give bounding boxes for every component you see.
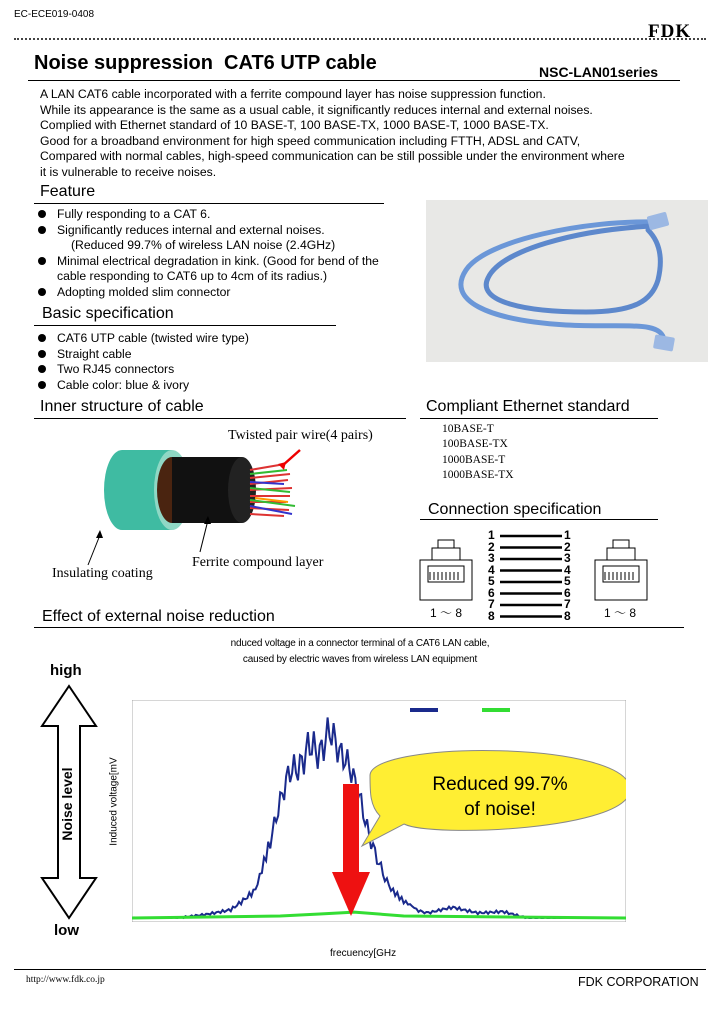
bullet-icon — [38, 257, 46, 265]
noise-level-label: Noise level — [59, 767, 75, 841]
spec-item: Cable color: blue & ivory — [38, 378, 398, 394]
intro-line: Compared with normal cables, high-speed communication can be still possible under the environment where — [40, 149, 625, 164]
blue-cable-image — [426, 200, 708, 362]
feature-rule — [34, 203, 384, 204]
bullet-icon — [38, 381, 46, 389]
rj45-plug-left-icon — [418, 536, 474, 604]
fdk-logo: FDK — [648, 21, 692, 42]
feature-list — [38, 207, 428, 300]
intro-line: Complied with Ethernet standard of 10 BASE-T, 100 BASE-TX, 1000 BASE-T, 1000 BASE-TX. — [40, 118, 549, 133]
intro-line: Good for a broadband environment for high speed communication including FTTH, ADSL and CATV, — [40, 133, 581, 148]
basic-spec-heading: Basic specification — [42, 305, 174, 322]
ethernet-item: 1000BASE-T — [442, 453, 506, 466]
y-axis-label: Induced voltage[mV — [108, 757, 120, 846]
intro-line: While its appearance is the same as a usual cable, it significantly reduces internal and external noises. — [40, 102, 593, 117]
bullet-icon — [38, 288, 46, 296]
basic-spec-list — [38, 331, 398, 393]
cable-cross-section-diagram — [40, 440, 320, 570]
rj45-plug-right-icon — [593, 536, 649, 604]
callout-text: Reduced 99.7% of noise! — [432, 774, 568, 820]
spec-item: Two RJ45 connectors — [38, 362, 398, 378]
pin-left-column: 1 2 3 4 5 6 7 8 — [488, 528, 495, 623]
bullet-icon — [38, 365, 46, 373]
feature-item: Fully responding to a CAT 6. — [38, 207, 428, 223]
plug-left-pin-label: 1 〜 8 — [430, 606, 463, 620]
ethernet-list — [442, 422, 514, 483]
ethernet-heading: Compliant Ethernet standard — [426, 398, 630, 415]
low-label: low — [54, 922, 79, 939]
feature-item: Adopting molded slim connector — [38, 285, 428, 301]
feature-heading: Feature — [40, 183, 96, 200]
cable-photo — [426, 200, 708, 362]
ethernet-item: 1000BASE-TX — [442, 468, 514, 481]
connection-heading: Connection specification — [428, 501, 602, 518]
top-divider — [14, 38, 706, 40]
ethernet-item: 10BASE-T — [442, 423, 494, 435]
basic-spec-rule — [34, 325, 336, 326]
footer-rule — [14, 969, 706, 970]
effect-heading: Effect of external noise reduction — [42, 608, 275, 625]
chart-subtitle-1: nduced voltage in a connector terminal of a CAT6 LAN cable, — [230, 638, 490, 649]
plug-right-pin-label: 1 〜 8 — [604, 606, 637, 620]
bullet-icon — [38, 210, 46, 218]
inner-structure-rule — [34, 418, 406, 419]
page-title: Noise suppression CAT6 UTP cable — [34, 52, 377, 74]
document-id: EC-ECE019-0408 — [14, 9, 95, 20]
x-axis-label: frecuency[GHz — [330, 948, 397, 959]
pin-wiring-lines — [498, 530, 564, 624]
connection-rule — [420, 519, 658, 520]
footer-url: http://www.fdk.co.jp — [26, 975, 105, 985]
feature-item: Significantly reduces internal and external noises. (Reduced 99.7% of wireless LAN noise (2.4GHz) — [38, 223, 428, 254]
ethernet-rule — [420, 418, 658, 419]
series-name: NSC-LAN01series — [539, 64, 659, 80]
effect-rule — [34, 627, 684, 628]
inner-structure-heading: Inner structure of cable — [40, 398, 204, 415]
ethernet-item: 100BASE-TX — [442, 438, 508, 451]
intro-line: A LAN CAT6 cable incorporated with a ferrite compound layer has noise suppression function. — [40, 87, 546, 101]
intro-line: it is vulnerable to receive noises. — [40, 164, 217, 179]
reduction-arrow-shaft — [343, 784, 359, 874]
bullet-icon — [38, 350, 46, 358]
spec-item: Straight cable — [38, 347, 398, 363]
high-label: high — [50, 662, 82, 679]
bullet-icon — [38, 226, 46, 234]
intro-text — [40, 87, 700, 181]
pin-right-column: 1 2 3 4 5 6 7 8 — [564, 528, 571, 623]
spec-item: CAT6 UTP cable (twisted wire type) — [38, 331, 398, 347]
feature-item: Minimal electrical degradation in kink. (Good for bend of the cable responding to CAT6 up to 4cm of its radius.) — [38, 254, 428, 285]
footer-corporation: FDK CORPORATION — [578, 975, 699, 989]
bullet-icon — [38, 334, 46, 342]
chart-subtitle-2: caused by electric waves from wireless LAN equipment — [242, 654, 478, 665]
ferrite-layer-label: Ferrite compound layer — [192, 555, 324, 570]
twisted-pair-label: Twisted pair wire(4 pairs) — [228, 428, 373, 443]
insulating-coating-label: Insulating coating — [52, 566, 153, 581]
title-rule — [28, 80, 680, 81]
